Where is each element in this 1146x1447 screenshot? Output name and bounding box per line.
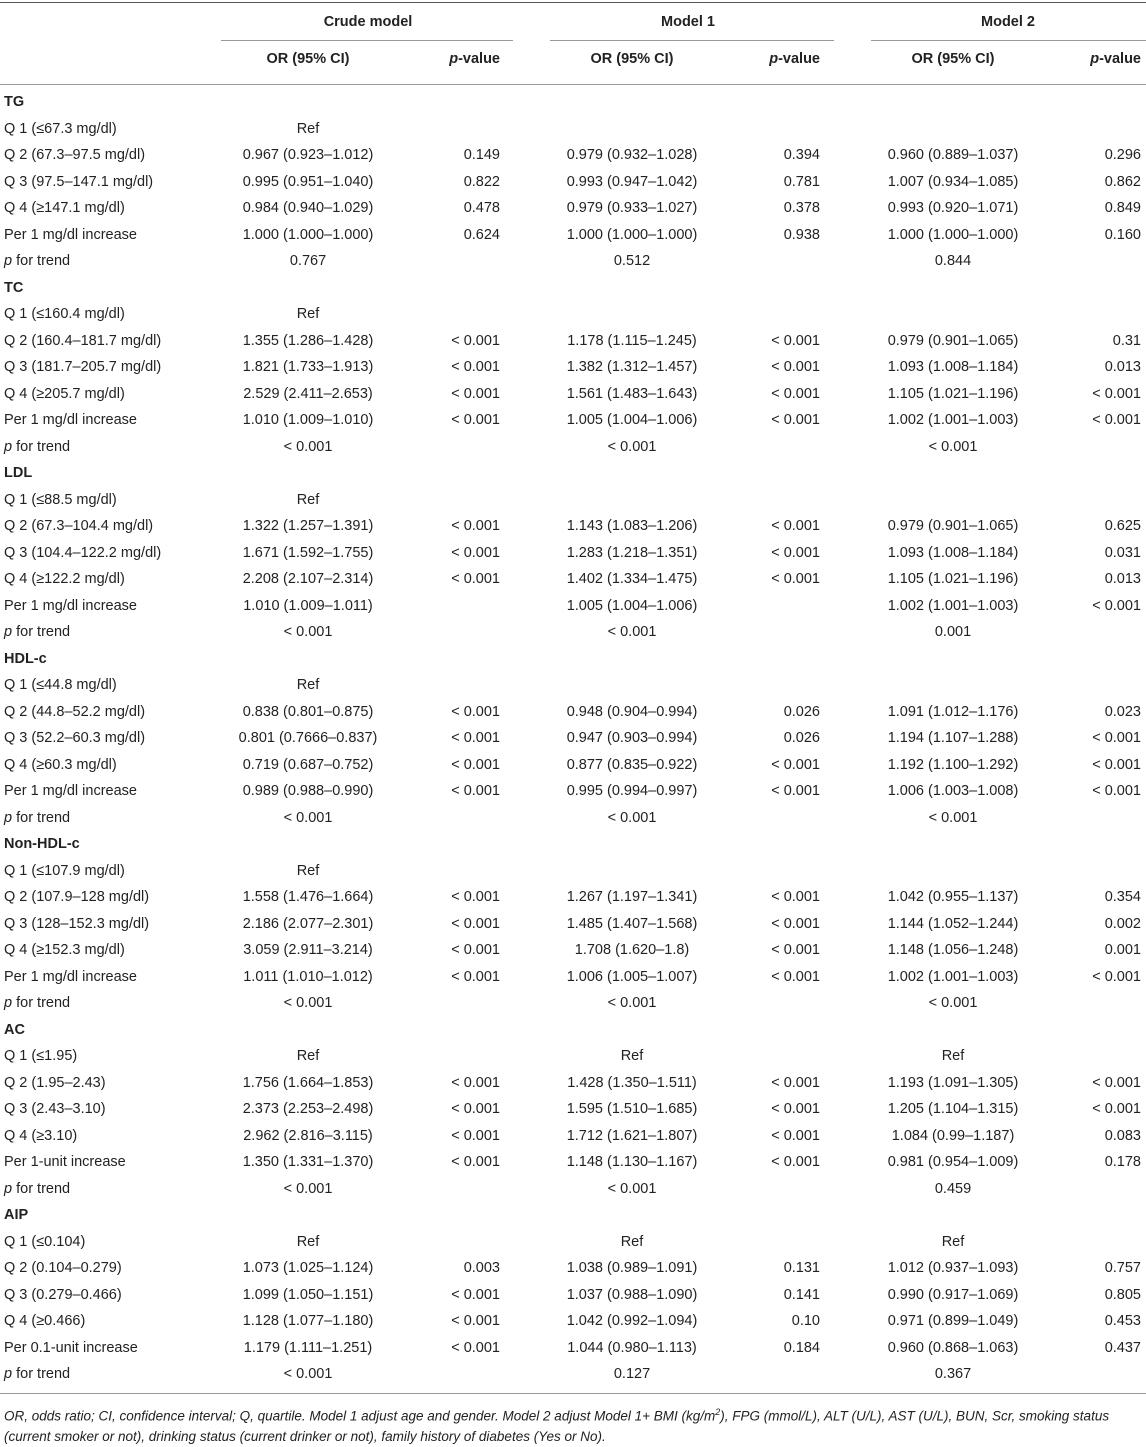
p-value-cell: < 0.001	[451, 1154, 500, 1170]
or-ci-cell: 0.989 (0.988–0.990)	[242, 783, 374, 799]
or-ci-cell: 1.283 (1.218–1.351)	[566, 544, 698, 561]
p-italic: p	[1090, 51, 1100, 67]
row-label: Q 3 (104.4–122.2 mg/dl)	[4, 544, 162, 561]
row-label: Per 1 mg/dl increase	[4, 226, 137, 243]
row-label: Q 4 (≥122.2 mg/dl)	[4, 571, 125, 587]
p-label-rest: -value	[778, 51, 820, 67]
or-ci-cell: < 0.001	[283, 1366, 333, 1382]
p-value-cell: < 0.001	[771, 915, 820, 932]
p-value-cell: < 0.001	[771, 332, 820, 349]
or-ci-cell: 0.995 (0.951–1.040)	[242, 173, 374, 190]
p-value-cell: 0.354	[1104, 889, 1141, 905]
or-ci-cell: 1.595 (1.510–1.685)	[566, 1101, 698, 1117]
or-ci-cell: Ref	[941, 1048, 965, 1064]
trend-label	[4, 994, 70, 1012]
p-value-cell: < 0.001	[451, 783, 500, 799]
p-value-cell: 0.822	[463, 173, 500, 190]
p-value-cell: < 0.001	[1092, 730, 1141, 746]
row-label: Q 2 (44.8–52.2 mg/dl)	[4, 703, 146, 720]
p-value-cell: 0.757	[1104, 1260, 1141, 1276]
or-ci-cell: 1.178 (1.115–1.245)	[567, 332, 697, 349]
trend-rest: for trend	[12, 1366, 71, 1382]
or-ci-cell: 1.428 (1.350–1.511)	[567, 1074, 697, 1091]
or-ci-cell: 1.561 (1.483–1.643)	[566, 385, 698, 402]
or-ci-cell: < 0.001	[283, 624, 333, 640]
or-ci-cell: 1.148 (1.056–1.248)	[887, 942, 1019, 958]
or-ci-cell: Ref	[296, 120, 320, 137]
p-value-cell: 0.10	[791, 1313, 820, 1329]
or-ci-cell: < 0.001	[607, 624, 657, 640]
p-value-cell: 0.013	[1104, 359, 1141, 375]
p-value-cell: < 0.001	[1092, 1074, 1141, 1091]
row-label: Per 1 mg/dl increase	[4, 412, 137, 428]
or-ci-cell: 2.529 (2.411–2.653)	[243, 385, 373, 402]
p-value-cell: 0.023	[1104, 703, 1141, 720]
or-ci-cell: 0.979 (0.932–1.028)	[566, 147, 698, 163]
p-label-rest: -value	[1099, 51, 1141, 67]
row-label: Q 1 (≤107.9 mg/dl)	[4, 862, 125, 879]
or-ci-cell: < 0.001	[283, 1180, 333, 1197]
p-value-cell: < 0.001	[451, 1339, 500, 1356]
p-value-cell: < 0.001	[451, 730, 500, 746]
or-ci-cell: 1.010 (1.009–1.011)	[243, 597, 373, 614]
row-label: Q 2 (160.4–181.7 mg/dl)	[4, 332, 162, 349]
p-value-cell: 0.031	[1104, 544, 1141, 561]
p-value-cell: < 0.001	[451, 1313, 500, 1329]
row-label: Q 3 (2.43–3.10)	[4, 1101, 106, 1117]
p-value-cell: < 0.001	[1092, 968, 1141, 985]
p-value-cell: < 0.001	[451, 942, 500, 958]
p-value-cell: < 0.001	[451, 703, 500, 720]
or-ci-cell: < 0.001	[928, 995, 978, 1011]
or-ci-cell: 1.355 (1.286–1.428)	[242, 332, 374, 349]
or-ci-cell: 1.091 (1.012–1.176)	[887, 703, 1019, 720]
or-ci-cell: Ref	[296, 677, 320, 693]
or-ci-cell: 0.990 (0.917–1.069)	[887, 1286, 1019, 1303]
or-ci-cell: 0.948 (0.904–0.994)	[566, 703, 698, 720]
or-ci-cell: 1.205 (1.104–1.315)	[887, 1101, 1019, 1117]
p-value-cell: 0.001	[1104, 942, 1141, 958]
p-italic: p	[449, 51, 459, 67]
or-ci-cell: Ref	[296, 306, 320, 322]
row-label: Q 1 (≤88.5 mg/dl)	[4, 491, 117, 508]
or-ci-cell: 1.002 (1.001–1.003)	[887, 597, 1019, 614]
or-ci-cell: 1.042 (0.955–1.137)	[887, 889, 1019, 905]
or-ci-cell: Ref	[296, 491, 320, 508]
p-value-cell: < 0.001	[771, 412, 820, 428]
p-value-cell: < 0.001	[771, 783, 820, 799]
or-ci-cell: 1.073 (1.025–1.124)	[242, 1260, 374, 1276]
row-label: Q 4 (≥60.3 mg/dl)	[4, 756, 117, 773]
or-ci-cell: 1.192 (1.100–1.292)	[887, 756, 1019, 773]
trend-label	[4, 1365, 70, 1383]
or-ci-cell: 0.801 (0.7666–0.837)	[238, 730, 378, 746]
or-ci-cell: 1.267 (1.197–1.341)	[566, 889, 698, 905]
p-value-cell: 0.781	[783, 173, 820, 190]
p-value-header	[769, 50, 820, 68]
or-ci-cell: 1.350 (1.331–1.370)	[242, 1154, 374, 1170]
p-value-cell: 0.394	[783, 147, 820, 163]
or-ci-cell: 1.485 (1.407–1.568)	[566, 915, 698, 932]
or-ci-cell: 1.105 (1.021–1.196)	[887, 571, 1019, 587]
or-ci-cell: 1.708 (1.620–1.8)	[574, 942, 690, 958]
p-value-cell: 0.624	[463, 226, 500, 243]
or-ci-cell: < 0.001	[607, 1180, 657, 1197]
or-ci-cell: 0.459	[934, 1180, 972, 1197]
row-label: Q 3 (128–152.3 mg/dl)	[4, 915, 150, 932]
or-ci-cell: 0.838 (0.801–0.875)	[242, 703, 374, 720]
section-title: TC	[4, 279, 24, 296]
or-ci-cell: 1.000 (1.000–1.000)	[887, 226, 1019, 243]
model-header: Crude model	[323, 14, 413, 30]
or-ci-cell: 1.322 (1.257–1.391)	[242, 518, 374, 534]
p-value-cell: < 0.001	[1092, 385, 1141, 402]
or-ci-cell: 2.208 (2.107–2.314)	[242, 571, 374, 587]
or-ci-cell: 1.011 (1.010–1.012)	[243, 968, 373, 985]
or-ci-cell: 0.993 (0.920–1.071)	[887, 200, 1019, 216]
p-italic: p	[4, 253, 13, 269]
or-ci-cell: 1.194 (1.107–1.288)	[887, 730, 1019, 746]
p-value-cell: < 0.001	[451, 412, 500, 428]
bottom-rule	[0, 1393, 1146, 1394]
top-rule	[0, 2, 1146, 3]
or-ci-cell: 0.844	[934, 253, 972, 269]
or-ci-cell: 0.981 (0.954–1.009)	[887, 1154, 1019, 1170]
row-label: Q 3 (0.279–0.466)	[4, 1286, 122, 1303]
p-value-cell: < 0.001	[1092, 1101, 1141, 1117]
row-label: Q 1 (≤1.95)	[4, 1048, 78, 1064]
or-ci-cell: 0.127	[613, 1366, 651, 1382]
section-title: AC	[4, 1021, 25, 1038]
p-value-cell: 0.378	[783, 200, 820, 216]
row-label: Q 2 (0.104–0.279)	[4, 1260, 122, 1276]
model-header: Model 2	[981, 14, 1035, 30]
or-ci-cell: 1.128 (1.077–1.180)	[242, 1313, 374, 1329]
p-value-cell: < 0.001	[451, 518, 500, 534]
trend-label	[4, 809, 70, 827]
p-value-cell: 0.31	[1112, 332, 1141, 349]
row-label: Q 3 (52.2–60.3 mg/dl)	[4, 730, 146, 746]
or-ci-cell: 0.979 (0.933–1.027)	[566, 200, 698, 216]
trend-rest: for trend	[12, 253, 71, 269]
or-ci-cell: 2.186 (2.077–2.301)	[242, 915, 374, 932]
p-value-header	[1090, 50, 1141, 68]
or-ci-cell: < 0.001	[607, 809, 657, 826]
p-value-cell: < 0.001	[771, 359, 820, 375]
p-value-cell: < 0.001	[771, 1074, 820, 1091]
p-value-cell: 0.131	[783, 1260, 820, 1276]
or-ci-cell: 1.037 (0.988–1.090)	[566, 1286, 698, 1303]
p-value-cell: 0.002	[1104, 915, 1141, 932]
or-ci-cell: 1.002 (1.001–1.003)	[887, 412, 1019, 428]
trend-rest: for trend	[12, 438, 71, 455]
or-ci-cell: 1.821 (1.733–1.913)	[242, 359, 374, 375]
p-value-cell: < 0.001	[451, 756, 500, 773]
or-ci-cell: < 0.001	[928, 438, 978, 455]
or-ci-cell: 1.382 (1.312–1.457)	[566, 359, 698, 375]
row-label: Q 4 (≥0.466)	[4, 1313, 86, 1329]
row-label: Q 4 (≥205.7 mg/dl)	[4, 385, 125, 402]
or-ci-cell: 2.962 (2.816–3.115)	[243, 1127, 373, 1144]
or-ci-cell: 1.671 (1.592–1.755)	[242, 544, 374, 561]
or-ci-cell: 0.001	[934, 624, 972, 640]
or-ci-cell: Ref	[296, 1233, 320, 1250]
p-value-cell: 0.184	[783, 1339, 820, 1356]
p-value-cell: < 0.001	[451, 332, 500, 349]
or-ci-cell: 1.144 (1.052–1.244)	[887, 915, 1019, 932]
model-underline	[221, 40, 513, 41]
or-ci-cell: 2.373 (2.253–2.498)	[242, 1101, 374, 1117]
model-underline	[871, 40, 1146, 41]
p-value-cell: < 0.001	[771, 1101, 820, 1117]
p-value-cell: < 0.001	[771, 942, 820, 958]
p-value-cell: < 0.001	[451, 385, 500, 402]
section-title: AIP	[4, 1207, 29, 1223]
or-ci-cell: 1.000 (1.000–1.000)	[242, 226, 374, 243]
p-value-cell: 0.849	[1104, 200, 1141, 216]
p-value-cell: < 0.001	[771, 1127, 820, 1144]
p-value-cell: < 0.001	[1092, 412, 1141, 428]
or-ci-cell: Ref	[620, 1233, 644, 1250]
p-value-cell: 0.296	[1104, 147, 1141, 163]
or-ci-cell: Ref	[620, 1048, 644, 1064]
p-value-cell: 0.013	[1104, 571, 1141, 587]
or-ci-cell: 0.979 (0.901–1.065)	[887, 518, 1019, 534]
row-label: Q 4 (≥3.10)	[4, 1127, 78, 1144]
p-value-cell: < 0.001	[451, 1127, 500, 1144]
or-ci-cell: 1.002 (1.001–1.003)	[887, 968, 1019, 985]
p-value-cell: < 0.001	[451, 359, 500, 375]
or-ci-cell: 1.402 (1.334–1.475)	[566, 571, 698, 587]
or-ci-cell: < 0.001	[607, 995, 657, 1011]
or-ci-cell: 1.712 (1.621–1.807)	[566, 1127, 698, 1144]
row-label: Q 3 (181.7–205.7 mg/dl)	[4, 359, 162, 375]
or-ci-header: OR (95% CI)	[266, 51, 350, 67]
p-value-cell: < 0.001	[771, 889, 820, 905]
p-italic: p	[4, 1180, 13, 1197]
p-value-cell: < 0.001	[771, 1154, 820, 1170]
row-label: Q 2 (67.3–97.5 mg/dl)	[4, 147, 146, 163]
p-value-cell: 0.003	[463, 1260, 500, 1276]
row-label: Per 1 mg/dl increase	[4, 968, 137, 985]
or-ci-cell: 1.558 (1.476–1.664)	[242, 889, 374, 905]
row-label: Per 1 mg/dl increase	[4, 597, 137, 614]
or-ci-cell: 0.947 (0.903–0.994)	[566, 730, 698, 746]
row-label: Q 1 (≤160.4 mg/dl)	[4, 306, 125, 322]
p-value-cell: < 0.001	[451, 1074, 500, 1091]
trend-rest: for trend	[12, 995, 71, 1011]
p-italic: p	[4, 1366, 13, 1382]
or-ci-header: OR (95% CI)	[911, 51, 995, 67]
section-title: TG	[4, 94, 25, 110]
p-value-cell: 0.026	[783, 703, 820, 720]
or-ci-cell: 0.993 (0.947–1.042)	[566, 173, 698, 190]
p-label-rest: -value	[458, 51, 500, 67]
model-header: Model 1	[661, 14, 715, 30]
or-ci-cell: 1.143 (1.083–1.206)	[566, 518, 698, 534]
trend-rest: for trend	[12, 624, 71, 640]
row-label: Q 4 (≥147.1 mg/dl)	[4, 200, 125, 216]
or-ci-cell: 1.105 (1.021–1.196)	[887, 385, 1019, 402]
p-italic: p	[4, 809, 13, 826]
or-ci-cell: 0.967 (0.923–1.012)	[242, 147, 374, 163]
row-label: Q 2 (1.95–2.43)	[4, 1074, 106, 1091]
section-title: HDL-c	[4, 650, 47, 667]
or-ci-cell: 0.960 (0.868–1.063)	[887, 1339, 1019, 1356]
or-ci-cell: 1.005 (1.004–1.006)	[566, 597, 698, 614]
p-value-cell: 0.141	[783, 1286, 820, 1303]
trend-rest: for trend	[12, 809, 71, 826]
p-italic: p	[4, 624, 13, 640]
or-ci-cell: 0.995 (0.994–0.997)	[566, 783, 698, 799]
p-value-cell: < 0.001	[771, 518, 820, 534]
p-value-cell: < 0.001	[771, 385, 820, 402]
p-value-cell: < 0.001	[1092, 756, 1141, 773]
or-ci-cell: 0.984 (0.940–1.029)	[242, 200, 374, 216]
p-value-cell: < 0.001	[451, 544, 500, 561]
p-value-cell: 0.083	[1104, 1127, 1141, 1144]
or-ci-cell: 1.006 (1.003–1.008)	[887, 783, 1019, 799]
row-label: Q 1 (≤44.8 mg/dl)	[4, 677, 117, 693]
row-label: Q 3 (97.5–147.1 mg/dl)	[4, 173, 154, 190]
p-value-cell: < 0.001	[451, 889, 500, 905]
p-value-header	[449, 50, 500, 68]
p-value-cell: < 0.001	[771, 571, 820, 587]
or-ci-cell: 1.099 (1.050–1.151)	[242, 1286, 374, 1303]
p-value-cell: 0.938	[783, 226, 820, 243]
p-italic: p	[769, 51, 779, 67]
p-value-cell: < 0.001	[1092, 783, 1141, 799]
or-ci-cell: < 0.001	[283, 995, 333, 1011]
or-ci-cell: Ref	[296, 1048, 320, 1064]
section-title: LDL	[4, 465, 33, 481]
trend-label	[4, 1180, 70, 1198]
p-value-cell: 0.478	[463, 200, 500, 216]
row-label: Per 1-unit increase	[4, 1154, 126, 1170]
trend-label	[4, 438, 70, 456]
trend-label	[4, 623, 70, 641]
p-value-cell: 0.178	[1104, 1154, 1141, 1170]
row-label: Q 2 (107.9–128 mg/dl)	[4, 889, 150, 905]
or-ci-cell: 1.148 (1.130–1.167)	[566, 1154, 698, 1170]
or-ci-cell: 1.038 (0.989–1.091)	[566, 1260, 698, 1276]
p-italic: p	[4, 438, 13, 455]
or-ci-cell: < 0.001	[928, 809, 978, 826]
or-ci-cell: 1.756 (1.664–1.853)	[242, 1074, 374, 1091]
p-value-cell: 0.026	[783, 730, 820, 746]
trend-rest: for trend	[12, 1180, 71, 1197]
p-value-cell: < 0.001	[771, 544, 820, 561]
or-ci-header: OR (95% CI)	[590, 51, 674, 67]
p-value-cell: < 0.001	[451, 571, 500, 587]
or-ci-cell: 0.971 (0.899–1.049)	[887, 1313, 1019, 1329]
p-value-cell: 0.160	[1104, 226, 1141, 243]
or-ci-cell: < 0.001	[283, 438, 333, 455]
or-ci-cell: 1.007 (0.934–1.085)	[887, 173, 1019, 190]
or-ci-cell: 1.084 (0.99–1.187)	[891, 1127, 1015, 1144]
or-ci-cell: 1.010 (1.009–1.010)	[242, 412, 374, 428]
row-label: Per 0.1-unit increase	[4, 1339, 138, 1356]
or-ci-cell: 1.042 (0.992–1.094)	[566, 1313, 698, 1329]
row-label: Per 1 mg/dl increase	[4, 783, 137, 799]
or-ci-cell: 0.367	[934, 1366, 972, 1382]
or-ci-cell: 0.512	[613, 253, 651, 269]
p-value-cell: 0.862	[1104, 173, 1141, 190]
header-rule	[0, 84, 1146, 85]
or-ci-cell: Ref	[941, 1233, 965, 1250]
or-ci-cell: 1.093 (1.008–1.184)	[887, 359, 1019, 375]
or-ci-cell: 1.044 (0.980–1.113)	[567, 1339, 697, 1356]
or-ci-cell: < 0.001	[283, 809, 333, 826]
or-ci-cell: 0.877 (0.835–0.922)	[566, 756, 698, 773]
or-ci-cell: 1.012 (0.937–1.093)	[887, 1260, 1019, 1276]
row-label: Q 1 (≤67.3 mg/dl)	[4, 120, 117, 137]
p-value-cell: < 0.001	[1092, 597, 1141, 614]
or-ci-cell: 1.193 (1.091–1.305)	[887, 1074, 1019, 1091]
p-italic: p	[4, 995, 13, 1011]
or-ci-cell: Ref	[296, 862, 320, 879]
or-ci-cell: 3.059 (2.911–3.214)	[243, 942, 373, 958]
or-ci-cell: 1.093 (1.008–1.184)	[887, 544, 1019, 561]
table-footnote: OR, odds ratio; CI, confidence interval; Q, quartile. Model 1 adjust age and gender. Model 2 adjust Model 1+ BMI $(kg/m^2)$, FPG (mmol/L), ALT (U/L), AST (U/L), BUN, Scr, smoking status (current smoker or not), drinking status (current drinker or not), family history of diabetes (Yes or No).	[4, 1407, 1110, 1444]
or-ci-cell: 1.005 (1.004–1.006)	[566, 412, 698, 428]
row-label: Q 1 (≤0.104)	[4, 1233, 86, 1250]
or-ci-cell: 0.719 (0.687–0.752)	[242, 756, 374, 773]
p-value-cell: < 0.001	[451, 968, 500, 985]
p-value-cell: < 0.001	[451, 1101, 500, 1117]
p-value-cell: < 0.001	[771, 756, 820, 773]
p-value-cell: 0.805	[1104, 1286, 1141, 1303]
or-ci-cell: 1.179 (1.111–1.251)	[243, 1339, 373, 1356]
p-value-cell: < 0.001	[451, 1286, 500, 1303]
row-label: Q 2 (67.3–104.4 mg/dl)	[4, 518, 154, 534]
or-ci-cell: 1.006 (1.005–1.007)	[566, 968, 698, 985]
row-label: Q 4 (≥152.3 mg/dl)	[4, 942, 125, 958]
or-ci-cell: 1.000 (1.000–1.000)	[566, 226, 698, 243]
p-value-cell: 0.453	[1104, 1313, 1141, 1329]
p-value-cell: < 0.001	[771, 968, 820, 985]
or-ci-cell: 0.767	[289, 253, 327, 269]
p-value-cell: 0.437	[1104, 1339, 1141, 1356]
p-value-cell: < 0.001	[451, 915, 500, 932]
or-ci-cell: < 0.001	[607, 438, 657, 455]
model-underline	[550, 40, 834, 41]
or-ci-cell: 0.960 (0.889–1.037)	[887, 147, 1019, 163]
trend-label	[4, 252, 70, 270]
p-value-cell: 0.149	[463, 147, 500, 163]
p-value-cell: 0.625	[1104, 518, 1141, 534]
section-title: Non-HDL-c	[4, 836, 80, 852]
or-ci-cell: 0.979 (0.901–1.065)	[887, 332, 1019, 349]
